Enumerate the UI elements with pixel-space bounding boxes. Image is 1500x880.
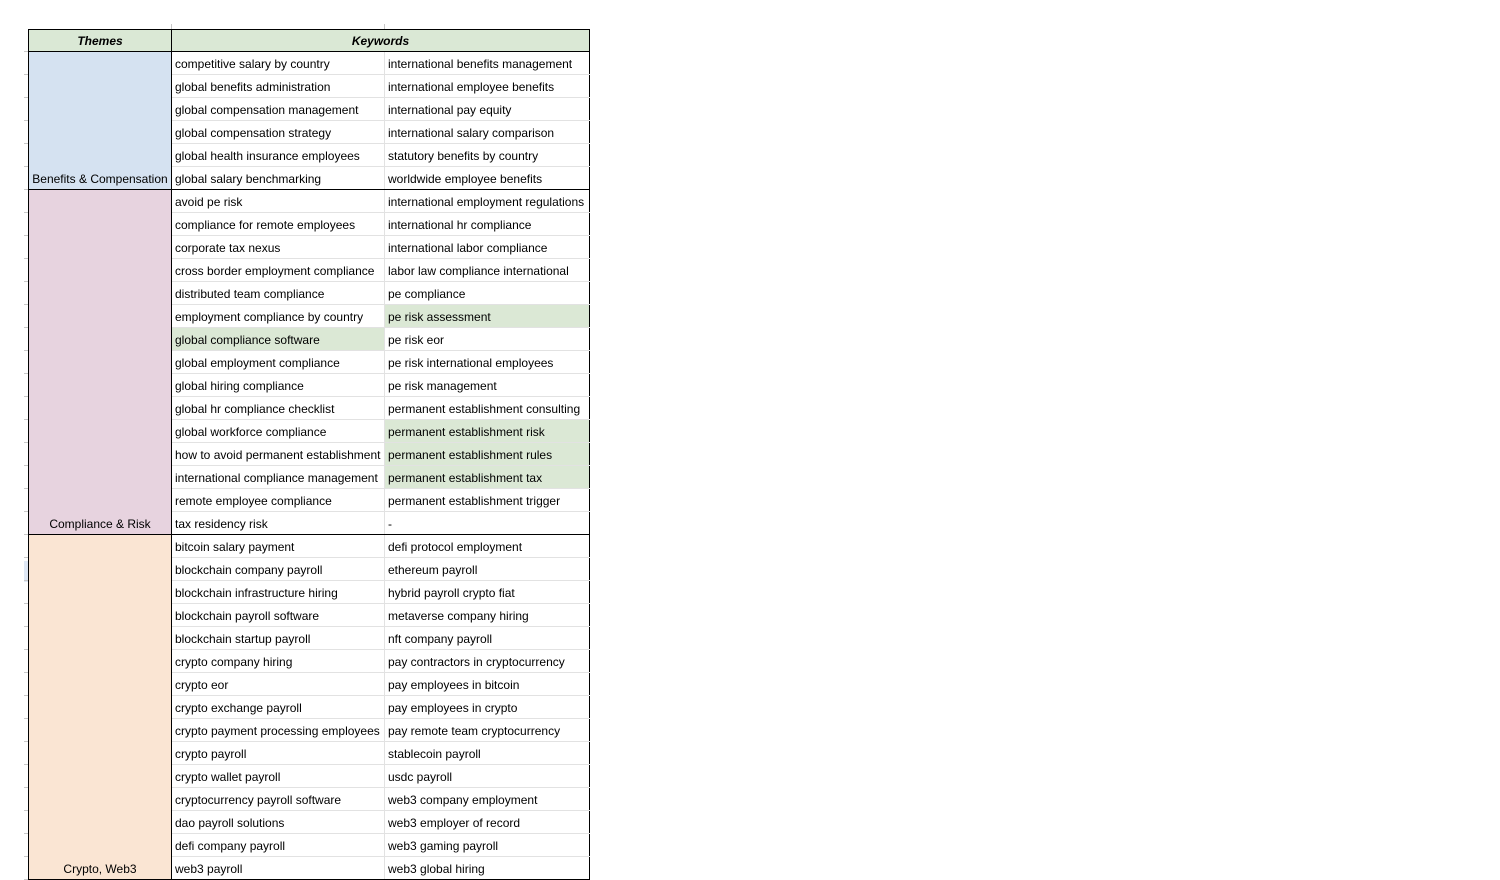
theme-cell[interactable]: Compliance & Risk [29,190,172,535]
keyword-cell[interactable]: crypto wallet payroll [172,765,385,788]
theme-cell[interactable]: Crypto, Web3 [29,535,172,880]
row-boundary-tick [24,442,28,443]
keyword-cell[interactable]: competitive salary by country [172,52,385,75]
row-boundary-tick [24,672,28,673]
row-boundary-tick [24,718,28,719]
keyword-cell[interactable]: crypto payroll [172,742,385,765]
row-boundary-tick [24,488,28,489]
keyword-cell[interactable]: labor law compliance international [385,259,590,282]
keyword-cell[interactable]: nft company payroll [385,627,590,650]
keyword-cell[interactable]: global salary benchmarking [172,167,385,190]
keyword-cell[interactable]: compliance for remote employees [172,213,385,236]
row-boundary-tick [24,373,28,374]
keyword-cell[interactable]: pay remote team cryptocurrency [385,719,590,742]
row-boundary-tick [24,649,28,650]
keyword-cell[interactable]: global benefits administration [172,75,385,98]
keyword-theme-table [28,29,590,880]
keyword-cell[interactable]: web3 gaming payroll [385,834,590,857]
keyword-cell[interactable]: worldwide employee benefits [385,167,590,190]
keyword-cell[interactable]: defi protocol employment [385,535,590,558]
keyword-cell[interactable]: global health insurance employees [172,144,385,167]
keyword-cell[interactable]: pe risk assessment [385,305,590,328]
keyword-cell[interactable]: tax residency risk [172,512,385,535]
row-boundary-tick [24,212,28,213]
row-boundary-tick [24,396,28,397]
keyword-cell[interactable]: international benefits management [385,52,590,75]
row-boundary-tick [24,166,28,167]
keyword-cell[interactable]: permanent establishment trigger [385,489,590,512]
header-row [29,30,590,52]
keyword-cell[interactable]: how to avoid permanent establishment [172,443,385,466]
keyword-cell[interactable]: global compensation management [172,98,385,121]
keyword-cell[interactable]: stablecoin payroll [385,742,590,765]
keyword-cell[interactable]: international employment regulations [385,190,590,213]
keyword-cell[interactable]: international salary comparison [385,121,590,144]
row-boundary-tick [24,281,28,282]
keyword-cell[interactable]: web3 employer of record [385,811,590,834]
keyword-cell[interactable]: dao payroll solutions [172,811,385,834]
theme-cell[interactable]: Benefits & Compensation [29,52,172,190]
row-boundary-tick [24,304,28,305]
row-boundary-tick [24,258,28,259]
row-boundary-tick [24,97,28,98]
row-boundary-tick [24,465,28,466]
keyword-cell[interactable]: avoid pe risk [172,190,385,213]
keyword-cell[interactable]: international employee benefits [385,75,590,98]
keyword-cell[interactable]: web3 payroll [172,857,385,880]
keyword-cell[interactable]: global compliance software [172,328,385,351]
row-boundary-tick [24,350,28,351]
row-boundary-tick [24,534,28,535]
keyword-cell[interactable]: remote employee compliance [172,489,385,512]
themes-header[interactable]: Themes [29,30,172,52]
keyword-cell[interactable]: pe risk eor [385,328,590,351]
keywords-header[interactable]: Keywords [172,30,590,52]
table-row [29,190,590,213]
keyword-cell[interactable]: defi company payroll [172,834,385,857]
keyword-cell[interactable]: metaverse company hiring [385,604,590,627]
keyword-cell[interactable]: statutory benefits by country [385,144,590,167]
keyword-cell[interactable]: blockchain payroll software [172,604,385,627]
row-boundary-tick [24,557,28,558]
keyword-cell[interactable]: cryptocurrency payroll software [172,788,385,811]
keyword-cell[interactable]: hybrid payroll crypto fiat [385,581,590,604]
row-boundary-tick [24,764,28,765]
row-boundary-tick [24,419,28,420]
keyword-cell[interactable]: bitcoin salary payment [172,535,385,558]
keyword-cell[interactable]: global workforce compliance [172,420,385,443]
keyword-cell[interactable]: blockchain infrastructure hiring [172,581,385,604]
keyword-cell[interactable]: pay employees in crypto [385,696,590,719]
row-boundary-tick [24,626,28,627]
row-boundary-tick [24,189,28,190]
row-boundary-tick [24,810,28,811]
keyword-cell[interactable]: permanent establishment rules [385,443,590,466]
table-body [29,52,590,880]
row-boundary-tick [24,74,28,75]
keyword-cell[interactable]: pe risk management [385,374,590,397]
keyword-cell[interactable]: ethereum payroll [385,558,590,581]
row-boundary-tick [24,143,28,144]
keyword-cell[interactable]: web3 company employment [385,788,590,811]
keyword-cell[interactable]: blockchain company payroll [172,558,385,581]
keyword-cell[interactable]: international compliance management [172,466,385,489]
keyword-cell[interactable]: cross border employment compliance [172,259,385,282]
keyword-cell[interactable]: permanent establishment tax [385,466,590,489]
keyword-cell[interactable]: international hr compliance [385,213,590,236]
keyword-cell[interactable]: international labor compliance [385,236,590,259]
keyword-cell[interactable]: pe compliance [385,282,590,305]
keyword-cell[interactable]: global hiring compliance [172,374,385,397]
row-boundary-tick [24,833,28,834]
table-row [29,52,590,75]
keyword-cell[interactable]: crypto payment processing employees [172,719,385,742]
keyword-cell[interactable]: crypto exchange payroll [172,696,385,719]
keyword-cell[interactable]: pay contractors in cryptocurrency [385,650,590,673]
row-boundary-tick [24,235,28,236]
keyword-cell[interactable]: usdc payroll [385,765,590,788]
keyword-cell[interactable]: pe risk international employees [385,351,590,374]
keyword-cell[interactable]: pay employees in bitcoin [385,673,590,696]
keyword-cell[interactable]: permanent establishment risk [385,420,590,443]
keyword-cell[interactable]: global hr compliance checklist [172,397,385,420]
keyword-cell[interactable]: employment compliance by country [172,305,385,328]
keyword-cell[interactable]: - [385,512,590,535]
keyword-cell[interactable]: distributed team compliance [172,282,385,305]
keyword-cell[interactable]: crypto company hiring [172,650,385,673]
keyword-cell[interactable]: international pay equity [385,98,590,121]
row-boundary-tick [24,580,28,581]
row-boundary-tick [24,787,28,788]
row-boundary-tick [24,695,28,696]
row-boundary-tick [24,327,28,328]
row-boundary-tick [24,856,28,857]
keyword-cell[interactable]: crypto eor [172,673,385,696]
keyword-cell[interactable]: web3 global hiring [385,857,590,880]
keyword-cell[interactable]: corporate tax nexus [172,236,385,259]
keyword-cell[interactable]: permanent establishment consulting [385,397,590,420]
keyword-cell[interactable]: global employment compliance [172,351,385,374]
row-boundary-tick [24,51,28,52]
row-boundary-tick [24,511,28,512]
row-boundary-tick [24,120,28,121]
keyword-cell[interactable]: blockchain startup payroll [172,627,385,650]
table-row [29,535,590,558]
keyword-cell[interactable]: global compensation strategy [172,121,385,144]
row-boundary-tick [24,603,28,604]
row-boundary-tick [24,741,28,742]
